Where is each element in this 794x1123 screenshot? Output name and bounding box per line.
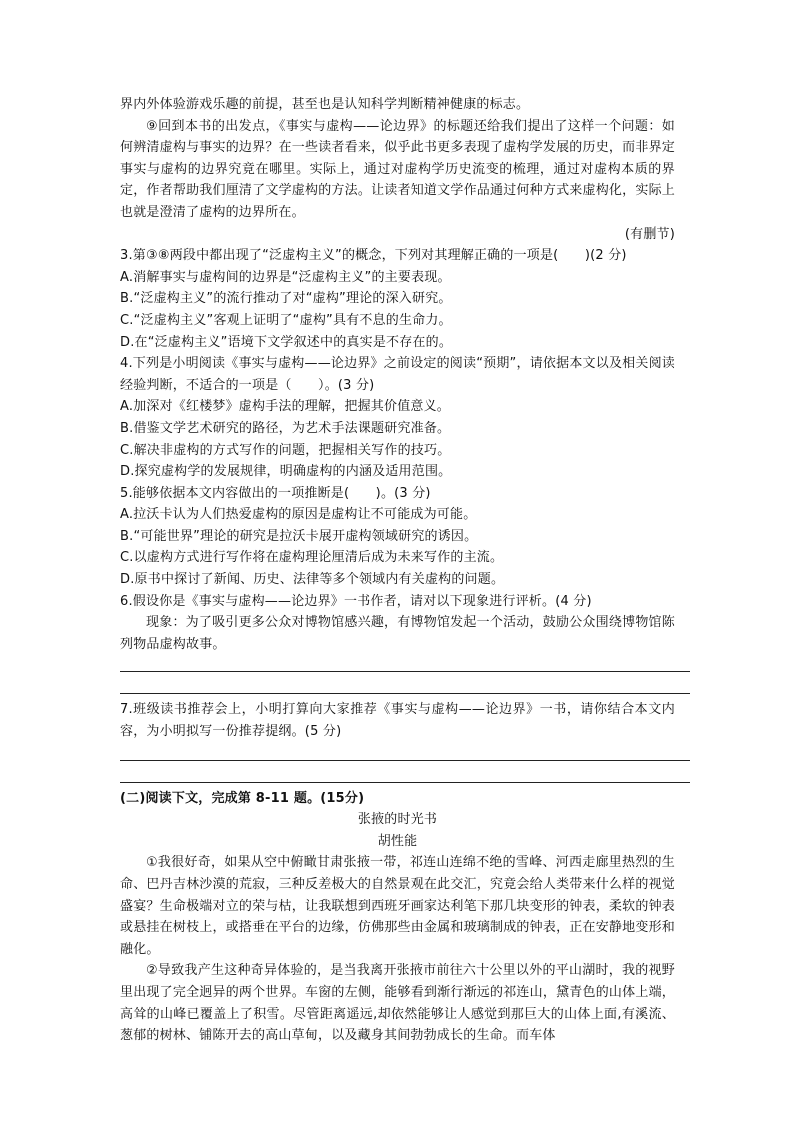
section-two-header: (二)阅读下文，完成第 8-11 题。(15分) (120, 790, 365, 806)
document-body (120, 94, 675, 1047)
question-3-stem: 3.第③⑧两段中都出现了“泛虚构主义”的概念，下列对其理解正确的一项是( )(2 分) (120, 248, 627, 264)
question-4-stem: 4.下列是小明阅读《事实与虚构——论边界》之前设定的阅读“预期”，请依据本文以及相关阅读经验判断，不适合的一项是（ ）。(3 分) (120, 356, 675, 393)
question-7-stem: 7.班级读书推荐会上，小明打算向大家推荐《事实与虚构——论边界》一书，请你结合本文内容，为小明拟写一份推荐提纲。(5 分) (120, 702, 675, 740)
article-paragraph-2: ②导致我产生这种奇异体验的，是当我离开张掖市前往六十公里以外的平山湖时，我的视野里出现了完全迥异的两个世界。车窗的左侧，能够看到渐行渐远的祁连山，黛青色的山体上端，高耸的山峰已覆盖上了积雪。尽管距离遥远,却依然能够让人感觉到那巨大的山体上面,有溪流、葱郁的树林、铺陈开去的高山草甸，以及藏身其间勃勃成长的生命。而车体 (120, 963, 675, 1044)
question-5-option-a: A.拉沃卡认为人们热爱虚构的原因是虚构让不可能成为可能。 (120, 507, 477, 523)
question-5-option-c: C.以虚构方式进行写作将在虚构理论厘清后成为未来写作的主流。 (120, 550, 504, 566)
question-5-option-d: D.原书中探讨了新闻、历史、法律等多个领域内有关虚构的问题。 (120, 572, 505, 588)
section-two (120, 788, 675, 1047)
question-4 (120, 353, 675, 483)
paragraph-8-end: 界内外体验游戏乐趣的前提，甚至也是认知科学判断精神健康的标志。 (120, 97, 530, 112)
question-5-option-b: B.“可能世界”理论的研究是拉沃卡展开虚构领域研究的诱因。 (120, 528, 478, 544)
question-3 (120, 245, 675, 353)
question-3-option-b: B.“泛虚构主义”的流行推动了对“虚构”理论的深入研究。 (120, 291, 452, 307)
question-4-option-a: A.加深对《红楼梦》虚构手法的理解，把握其价值意义。 (120, 399, 450, 415)
question-3-option-a: A.消解事实与虚构间的边界是“泛虚构主义”的主要表现。 (120, 269, 451, 285)
question-6-stem: 6.假设你是《事实与虚构——论边界》一书作者，请对以下现象进行评析。(4 分) (120, 593, 592, 609)
paragraph-9: ⑨回到本书的出发点，《事实与虚构——论边界》的标题还给我们提出了这样一个问题：如何辨清虚构与事实的边界？在一些读者看来，似乎此书更多表现了虚构学发展的历史，而非界定事实与虚构的边界究竟在哪里。实际上，通过对虚构学历史流变的梳理，通过对虚构本质的界定，作者帮助我们厘清了文学虚构的方法。让读者知道文学作品通过何种方式来虚构化，实际上也就是澄清了虚构的边界所在。 (120, 118, 675, 220)
question-4-option-b: B.借鉴文学艺术研究的路径，为艺术手法课题研究准备。 (120, 420, 451, 436)
article-author: 胡性能 (377, 833, 418, 849)
article-title: 张掖的时光书 (357, 812, 438, 828)
question-6 (120, 591, 675, 656)
abridged-note: (有删节) (624, 226, 675, 242)
question-7 (120, 699, 675, 742)
article-paragraph-1: ①我很好奇，如果从空中俯瞰甘肃张掖一带，祁连山连绵不绝的雪峰、河西走廊里热烈的生命、巴丹吉林沙漠的荒寂，三种反差极大的自然景观在此交汇，究竟会给人类带来什么样的视觉盛宴？生命极端对立的荣与枯，让我联想到西班牙画家达利笔下那几块变形的钟表，柔软的钟表或悬挂在树枝上，或搭垂在平台的边缘，仿佛那些由金属和玻璃制成的钟表，正在安静地变形和融化。 (120, 855, 675, 957)
question-5 (120, 483, 675, 591)
question-3-option-d: D.在“泛虚构主义”语境下文学叙述中的真实是不存在的。 (120, 334, 453, 350)
question-3-option-c: C.“泛虚构主义”客观上证明了“虚构”具有不息的生命力。 (120, 312, 452, 328)
question-6-phenomenon: 现象：为了吸引更多公众对博物馆感兴趣，有博物馆发起一个活动，鼓励公众围绕博物馆陈列物品虚构故事。 (120, 615, 675, 652)
question-4-option-d: D.探究虚构学的发展规律，明确虚构的内涵及适用范围。 (120, 464, 452, 480)
question-4-option-c: C.解决非虚构的方式写作的问题，把握相关写作的技巧。 (120, 442, 451, 458)
question-5-stem: 5.能够依据本文内容做出的一项推断是( )。(3 分) (120, 485, 431, 501)
